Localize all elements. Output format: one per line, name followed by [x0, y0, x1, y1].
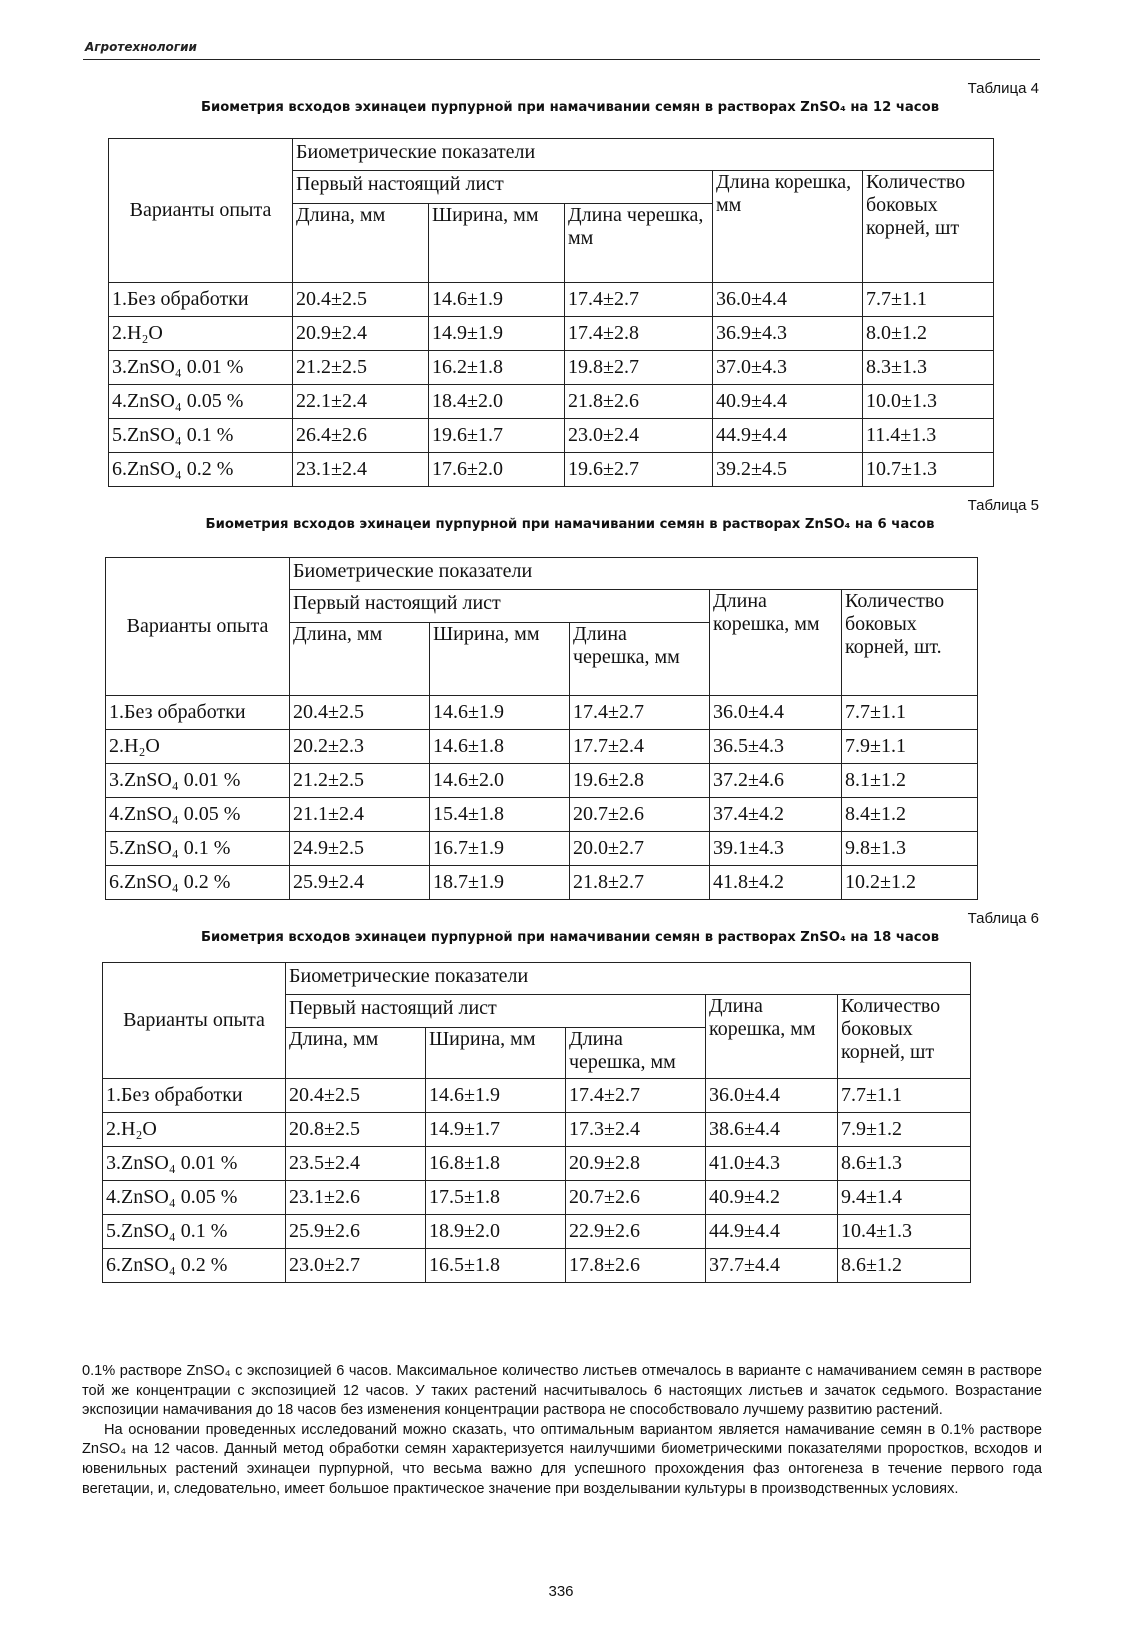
value-cell: 19.6±2.8 — [570, 764, 710, 798]
value-cell: 37.0±4.3 — [713, 351, 863, 385]
value-cell: 37.7±4.4 — [706, 1249, 838, 1283]
value-cell: 14.9±1.7 — [426, 1113, 566, 1147]
header-first-leaf: Первый настоящий лист — [290, 590, 710, 623]
header-leaf-width: Ширина, мм — [426, 1028, 566, 1079]
value-cell: 36.0±4.4 — [710, 696, 842, 730]
value-cell: 14.6±1.9 — [426, 1079, 566, 1113]
value-cell: 17.7±2.4 — [570, 730, 710, 764]
table-row — [109, 453, 994, 487]
header-leaf-width: Ширина, мм — [430, 623, 570, 696]
value-cell: 21.2±2.5 — [290, 764, 430, 798]
value-cell: 14.9±1.9 — [429, 317, 565, 351]
value-cell: 20.4±2.5 — [286, 1079, 426, 1113]
biometry-table — [108, 138, 994, 487]
variant-cell: 4.ZnSO₄ 0.05 % — [103, 1181, 286, 1215]
value-cell: 21.2±2.5 — [293, 351, 429, 385]
header-row — [103, 963, 971, 995]
header-row — [106, 558, 978, 590]
header-rule — [83, 59, 1040, 60]
variant-cell: 2.H₂O — [109, 317, 293, 351]
table-row — [103, 1113, 971, 1147]
value-cell: 8.1±1.2 — [842, 764, 978, 798]
value-cell: 8.4±1.2 — [842, 798, 978, 832]
header-root-length: Длина корешка, мм — [710, 590, 842, 696]
header-petiole-length: Длина черешка, мм — [570, 623, 710, 696]
value-cell: 18.9±2.0 — [426, 1215, 566, 1249]
value-cell: 14.6±1.9 — [429, 283, 565, 317]
variant-cell: 1.Без обработки — [103, 1079, 286, 1113]
table-row — [109, 385, 994, 419]
paragraph-1: 0.1% растворе ZnSO₄ с экспозицией 6 часов. Максимальное количество листьев отмечалось в варианте с намачиванием семян в растворе той же концентрации с экспозицией 12 часов. У таких растений насчитывалось 6 настоящих листьев и зачаток седьмого. Возрастание экспозиции намачивания до 18 часов без изменения концентрации раствора не способствовало лучшему развитию растений. — [82, 1363, 1042, 1419]
table-row — [106, 764, 978, 798]
header-root-length: Длина корешка, мм — [706, 995, 838, 1079]
value-cell: 19.6±1.7 — [429, 419, 565, 453]
value-cell: 40.9±4.4 — [713, 385, 863, 419]
variant-cell: 1.Без обработки — [109, 283, 293, 317]
value-cell: 18.4±2.0 — [429, 385, 565, 419]
variant-cell: 5.ZnSO₄ 0.1 % — [109, 419, 293, 453]
value-cell: 20.8±2.5 — [286, 1113, 426, 1147]
value-cell: 23.1±2.4 — [293, 453, 429, 487]
value-cell: 8.6±1.3 — [838, 1147, 971, 1181]
value-cell: 17.4±2.7 — [566, 1079, 706, 1113]
value-cell: 8.6±1.2 — [838, 1249, 971, 1283]
value-cell: 11.4±1.3 — [863, 419, 994, 453]
value-cell: 20.4±2.5 — [293, 283, 429, 317]
value-cell: 19.6±2.7 — [565, 453, 713, 487]
header-leaf-length: Длина, мм — [286, 1028, 426, 1079]
variant-cell: 3.ZnSO₄ 0.01 % — [103, 1147, 286, 1181]
header-row — [109, 139, 994, 171]
header-variants: Варианты опыта — [103, 963, 286, 1079]
table-row — [106, 696, 978, 730]
variant-cell: 3.ZnSO₄ 0.01 % — [109, 351, 293, 385]
value-cell: 20.7±2.6 — [566, 1181, 706, 1215]
value-cell: 25.9±2.4 — [290, 866, 430, 900]
table-row — [106, 866, 978, 900]
value-cell: 25.9±2.6 — [286, 1215, 426, 1249]
header-leaf-length: Длина, мм — [293, 204, 429, 283]
value-cell: 10.2±1.2 — [842, 866, 978, 900]
variant-cell: 2.H₂O — [106, 730, 290, 764]
variant-cell: 6.ZnSO₄ 0.2 % — [109, 453, 293, 487]
value-cell: 20.7±2.6 — [570, 798, 710, 832]
value-cell: 7.9±1.2 — [838, 1113, 971, 1147]
value-cell: 20.0±2.7 — [570, 832, 710, 866]
table-number: Таблица 4 — [967, 80, 1039, 97]
table-caption: Биометрия всходов эхинацеи пурпурной при намачивании семян в растворах ZnSO₄ на 18 часов — [200, 930, 940, 945]
running-head: Агротехнологии — [85, 40, 197, 54]
value-cell: 36.0±4.4 — [706, 1079, 838, 1113]
value-cell: 16.5±1.8 — [426, 1249, 566, 1283]
header-first-leaf: Первый настоящий лист — [286, 995, 706, 1028]
value-cell: 22.9±2.6 — [566, 1215, 706, 1249]
header-petiole-length: Длина черешка, мм — [566, 1028, 706, 1079]
table-row — [106, 832, 978, 866]
value-cell: 21.1±2.4 — [290, 798, 430, 832]
body-text — [82, 1362, 1042, 1499]
value-cell: 17.6±2.0 — [429, 453, 565, 487]
value-cell: 16.7±1.9 — [430, 832, 570, 866]
value-cell: 9.8±1.3 — [842, 832, 978, 866]
value-cell: 44.9±4.4 — [713, 419, 863, 453]
value-cell: 38.6±4.4 — [706, 1113, 838, 1147]
value-cell: 23.5±2.4 — [286, 1147, 426, 1181]
header-lateral-roots: Количество боковых корней, шт — [863, 171, 994, 283]
variant-cell: 4.ZnSO₄ 0.05 % — [109, 385, 293, 419]
value-cell: 17.8±2.6 — [566, 1249, 706, 1283]
variant-cell: 6.ZnSO₄ 0.2 % — [103, 1249, 286, 1283]
value-cell: 37.2±4.6 — [710, 764, 842, 798]
table-number: Таблица 5 — [967, 497, 1039, 514]
value-cell: 22.1±2.4 — [293, 385, 429, 419]
value-cell: 21.8±2.7 — [570, 866, 710, 900]
header-leaf-width: Ширина, мм — [429, 204, 565, 283]
value-cell: 20.4±2.5 — [290, 696, 430, 730]
value-cell: 20.9±2.4 — [293, 317, 429, 351]
header-lateral-roots: Количество боковых корней, шт. — [842, 590, 978, 696]
value-cell: 26.4±2.6 — [293, 419, 429, 453]
value-cell: 17.4±2.7 — [565, 283, 713, 317]
value-cell: 16.8±1.8 — [426, 1147, 566, 1181]
table-row — [109, 351, 994, 385]
value-cell: 9.4±1.4 — [838, 1181, 971, 1215]
header-petiole-length: Длина черешка, мм — [565, 204, 713, 283]
value-cell: 23.0±2.4 — [565, 419, 713, 453]
value-cell: 10.0±1.3 — [863, 385, 994, 419]
table-caption: Биометрия всходов эхинацеи пурпурной при намачивании семян в растворах ZnSO₄ на 6 часов — [205, 517, 935, 532]
value-cell: 41.8±4.2 — [710, 866, 842, 900]
value-cell: 36.0±4.4 — [713, 283, 863, 317]
value-cell: 19.8±2.7 — [565, 351, 713, 385]
value-cell: 37.4±4.2 — [710, 798, 842, 832]
value-cell: 7.7±1.1 — [842, 696, 978, 730]
table-row — [109, 317, 994, 351]
table-row — [106, 798, 978, 832]
value-cell: 17.5±1.8 — [426, 1181, 566, 1215]
value-cell: 10.4±1.3 — [838, 1215, 971, 1249]
table-row — [103, 1249, 971, 1283]
table-row — [106, 730, 978, 764]
value-cell: 39.1±4.3 — [710, 832, 842, 866]
value-cell: 7.7±1.1 — [863, 283, 994, 317]
header-variants: Варианты опыта — [106, 558, 290, 696]
header-variants: Варианты опыта — [109, 139, 293, 283]
variant-cell: 5.ZnSO₄ 0.1 % — [103, 1215, 286, 1249]
header-lateral-roots: Количество боковых корней, шт — [838, 995, 971, 1079]
value-cell: 17.4±2.7 — [570, 696, 710, 730]
table-caption: Биометрия всходов эхинацеи пурпурной при намачивании семян в растворах ZnSO₄ на 12 часов — [200, 100, 940, 115]
value-cell: 36.5±4.3 — [710, 730, 842, 764]
biometry-table — [102, 962, 971, 1283]
variant-cell: 2.H₂O — [103, 1113, 286, 1147]
value-cell: 44.9±4.4 — [706, 1215, 838, 1249]
header-biometric: Биометрические показатели — [293, 139, 994, 171]
value-cell: 18.7±1.9 — [430, 866, 570, 900]
value-cell: 7.9±1.1 — [842, 730, 978, 764]
value-cell: 40.9±4.2 — [706, 1181, 838, 1215]
value-cell: 24.9±2.5 — [290, 832, 430, 866]
value-cell: 15.4±1.8 — [430, 798, 570, 832]
value-cell: 14.6±1.8 — [430, 730, 570, 764]
value-cell: 23.1±2.6 — [286, 1181, 426, 1215]
biometry-table — [105, 557, 978, 900]
variant-cell: 3.ZnSO₄ 0.01 % — [106, 764, 290, 798]
page-number: 336 — [548, 1583, 574, 1600]
table-row — [103, 1079, 971, 1113]
value-cell: 14.6±1.9 — [430, 696, 570, 730]
table-row — [103, 1215, 971, 1249]
header-root-length: Длина корешка, мм — [713, 171, 863, 283]
table-row — [109, 419, 994, 453]
table-number: Таблица 6 — [967, 910, 1039, 927]
value-cell: 17.3±2.4 — [566, 1113, 706, 1147]
value-cell: 8.3±1.3 — [863, 351, 994, 385]
header-first-leaf: Первый настоящий лист — [293, 171, 713, 204]
value-cell: 8.0±1.2 — [863, 317, 994, 351]
header-biometric: Биометрические показатели — [286, 963, 971, 995]
value-cell: 41.0±4.3 — [706, 1147, 838, 1181]
value-cell: 17.4±2.8 — [565, 317, 713, 351]
value-cell: 36.9±4.3 — [713, 317, 863, 351]
variant-cell: 6.ZnSO₄ 0.2 % — [106, 866, 290, 900]
table-row — [109, 283, 994, 317]
value-cell: 7.7±1.1 — [838, 1079, 971, 1113]
header-leaf-length: Длина, мм — [290, 623, 430, 696]
value-cell: 23.0±2.7 — [286, 1249, 426, 1283]
variant-cell: 1.Без обработки — [106, 696, 290, 730]
value-cell: 20.9±2.8 — [566, 1147, 706, 1181]
paragraph-2: На основании проведенных исследований можно сказать, что оптимальным вариантом является намачивание семян в 0.1% растворе ZnSO₄ на 12 часов. Данный метод обработки семян характеризуется наилучшими биометрическими показателями проростков, всходов и ювенильных растений эхинацеи пурпурной, что весьма важно для успешного прохождения фаз онтогенеза в течение первого года вегетации, и, следовательно, имеет большое практическое значение при возделывании культуры в производственных условиях. — [82, 1421, 1042, 1497]
header-biometric: Биометрические показатели — [290, 558, 978, 590]
value-cell: 14.6±2.0 — [430, 764, 570, 798]
value-cell: 20.2±2.3 — [290, 730, 430, 764]
variant-cell: 4.ZnSO₄ 0.05 % — [106, 798, 290, 832]
value-cell: 21.8±2.6 — [565, 385, 713, 419]
value-cell: 39.2±4.5 — [713, 453, 863, 487]
table-row — [103, 1181, 971, 1215]
variant-cell: 5.ZnSO₄ 0.1 % — [106, 832, 290, 866]
value-cell: 16.2±1.8 — [429, 351, 565, 385]
value-cell: 10.7±1.3 — [863, 453, 994, 487]
table-row — [103, 1147, 971, 1181]
